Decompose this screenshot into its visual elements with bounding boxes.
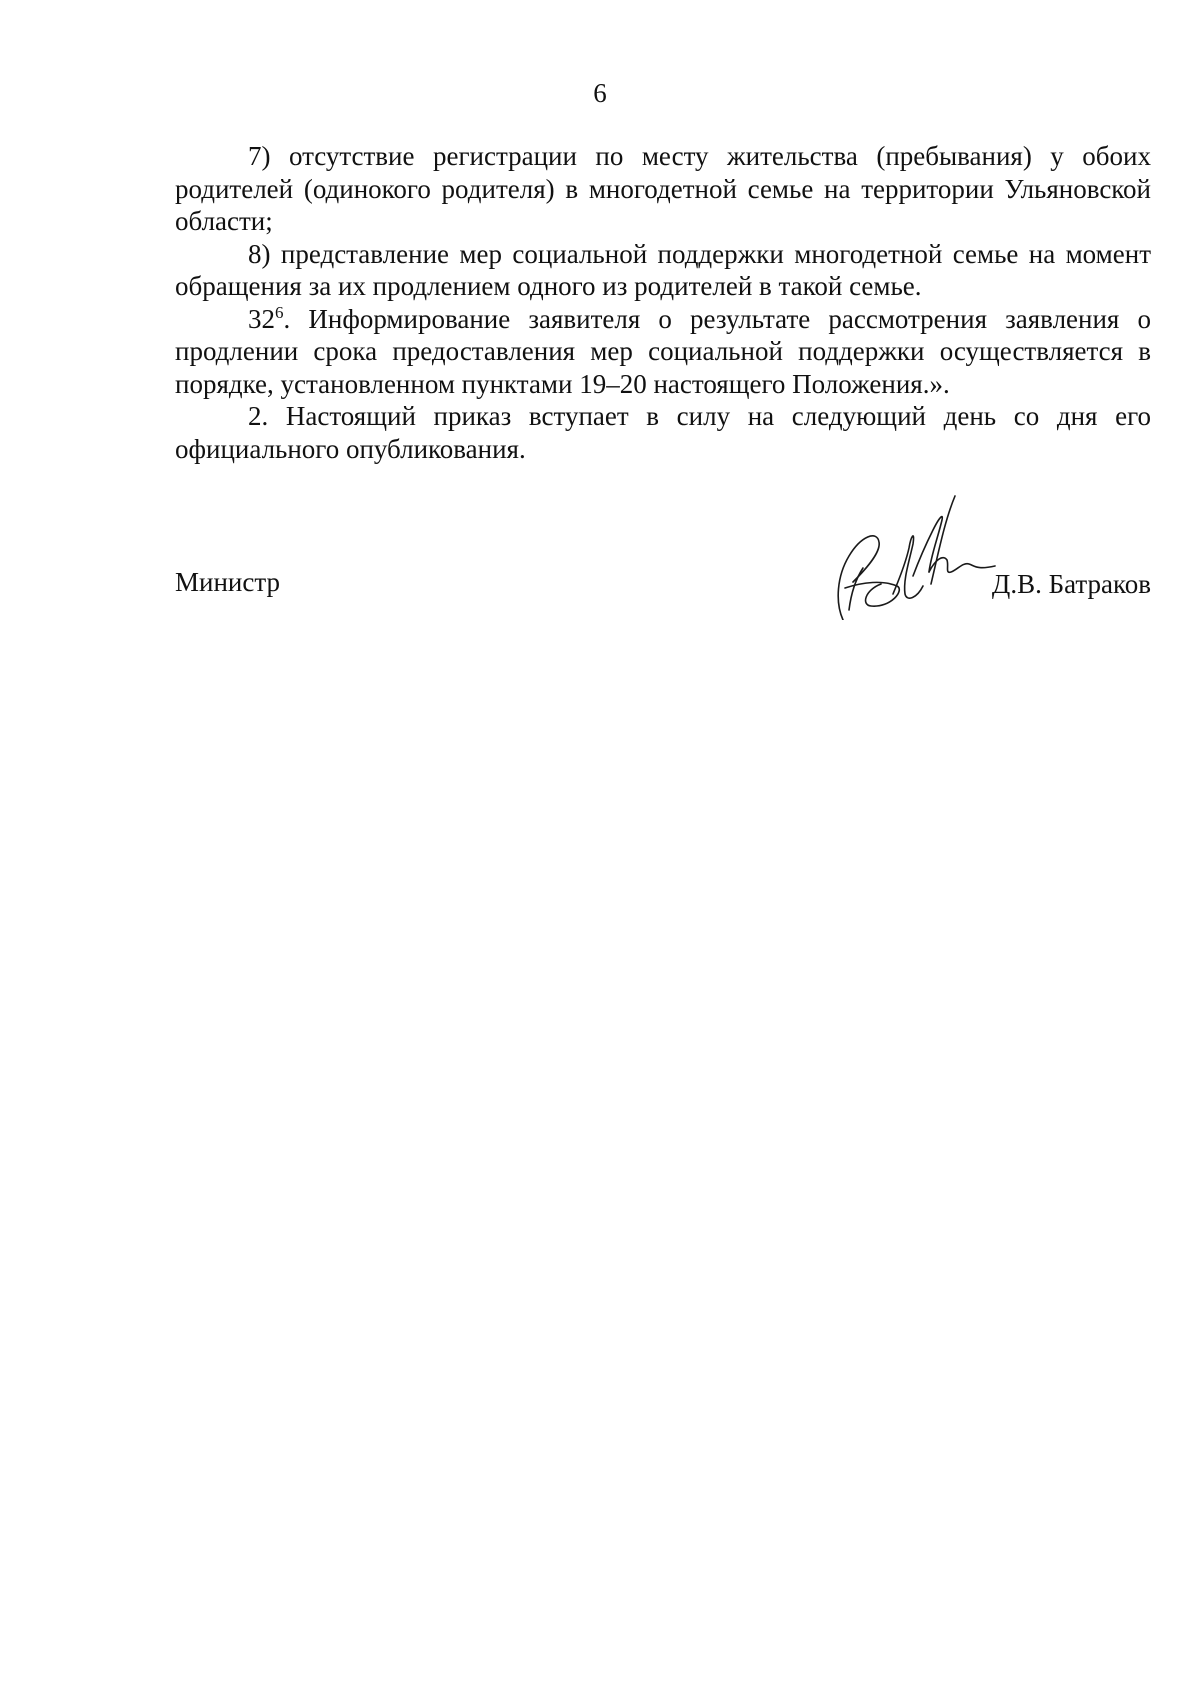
handwritten-signature [805, 490, 1005, 620]
paragraph-item-7: 7) отсутствие регистрации по месту жительства (пребывания) у обоих родителей (одинокого родителя) в многодетной семье на территории Ульяновской области; [175, 141, 1151, 236]
paragraph-item-8: 8) представление мер социальной поддержки многодетной семье на момент обращения за их продлением одного из родителей в такой семье. [175, 238, 1151, 301]
paragraph-clause-32-6 [175, 303, 1151, 401]
clause-number: 32 [248, 303, 275, 334]
clause-superscript: 6 [275, 302, 284, 322]
paragraph-effective-date: 2. Настоящий приказ вступает в силу на следующий день со дня его официального опубликования. [175, 401, 1151, 464]
clause-text: . Информирование заявителя о результате рассмотрения заявления о продлении срока предоставления мер социальной поддержки осуществляется в порядке, установленном пунктами 19–20 настоящего Положения.». [175, 303, 1151, 399]
signatory-position: Министр [175, 567, 280, 597]
page-number: 6 [593, 78, 607, 108]
signatory-name: Д.В. Батраков [991, 569, 1151, 599]
document-body [175, 140, 1151, 465]
signature-block [175, 490, 1151, 620]
